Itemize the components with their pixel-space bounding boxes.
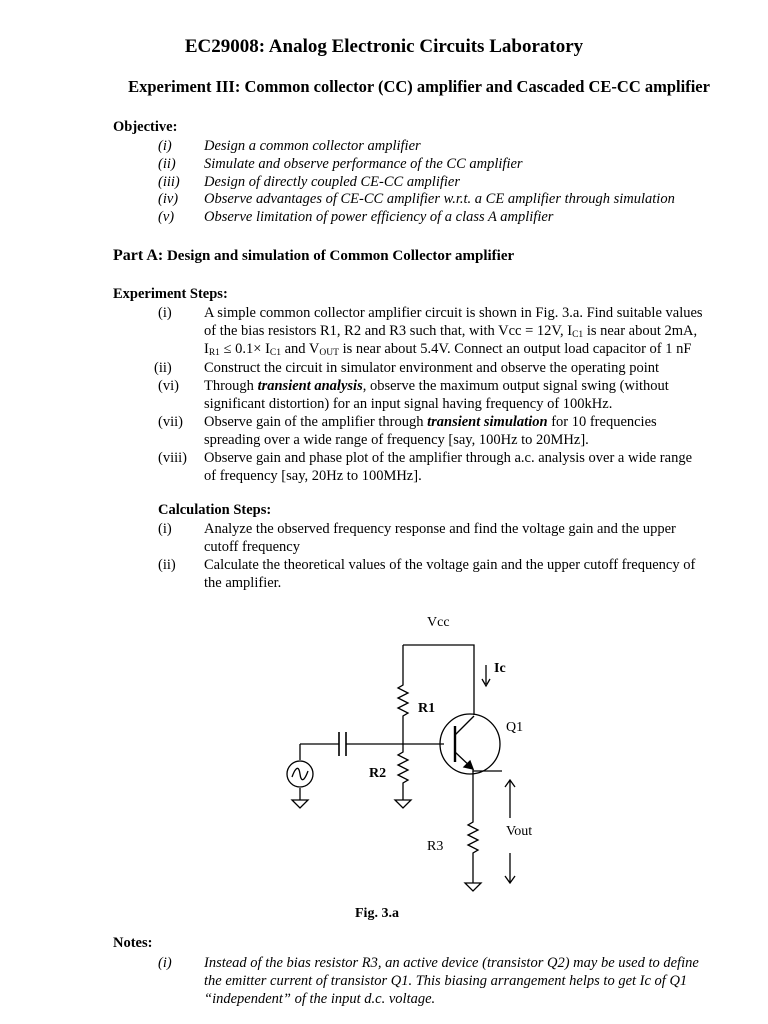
- step-line: $I_{R1} \le 0.1\times I_{C1}$ and $V_{OUT}$ is near about 5.4V. Connect an output load capacitor of 1 nF: [204, 341, 692, 358]
- step-line: Construct the circuit in simulator environment and observe the operating point: [204, 360, 660, 376]
- ic-label: Ic: [494, 661, 506, 676]
- step-line: of frequency [say, 20Hz to 100MHz].: [204, 468, 422, 484]
- item-number: (vii): [158, 414, 183, 430]
- objective-heading: Objective:: [113, 119, 178, 135]
- item-number: (ii): [154, 360, 172, 376]
- calc-line: Analyze the observed frequency response and find the voltage gain and the upper: [204, 521, 676, 537]
- experiment-subtitle: Experiment III: Common collector (CC) amplifier and Cascaded CE-CC amplifier: [128, 77, 710, 96]
- r2-label: R2: [369, 766, 387, 781]
- item-text: Observe limitation of power efficiency of a class A amplifier: [204, 209, 554, 225]
- calculation-steps-heading: Calculation Steps:: [158, 502, 272, 518]
- item-text: Observe advantages of CE-CC amplifier w.r.t. a CE amplifier through simulation: [204, 191, 675, 207]
- calc-line: the amplifier.: [204, 575, 282, 591]
- vcc-rail: [403, 645, 474, 715]
- ground-symbol: [465, 883, 481, 891]
- r2-resistor: [398, 744, 408, 800]
- vout-label: Vout: [506, 824, 533, 839]
- ground-symbol: [292, 800, 308, 808]
- item-number: (iv): [158, 191, 179, 207]
- part-a-label: Part A:: [113, 247, 164, 264]
- vcc-label: Vcc: [427, 615, 450, 630]
- step-line: Through transient analysis, observe the maximum output signal swing (without: [204, 378, 669, 394]
- notes-heading: Notes:: [113, 935, 153, 951]
- item-number: (iii): [158, 174, 180, 190]
- vout-up-arrow: [505, 780, 515, 818]
- step-line: A simple common collector amplifier circuit is shown in Fig. 3.a. Find suitable values: [204, 305, 703, 321]
- figure-caption: Fig. 3.a: [355, 906, 399, 921]
- item-number: (i): [158, 305, 172, 321]
- output-wire: [473, 769, 502, 771]
- q1-label: Q1: [506, 720, 524, 735]
- r1-resistor: [398, 645, 408, 744]
- calc-line: cutoff frequency: [204, 539, 300, 555]
- vout-down-arrow: [505, 853, 515, 883]
- experiment-steps-heading: Experiment Steps:: [113, 286, 228, 302]
- item-number: (i): [158, 955, 172, 971]
- r1-label: R1: [418, 701, 436, 716]
- step-line: Observe gain of the amplifier through transient simulation for 10 frequencies: [204, 414, 657, 430]
- step-line: spreading over a wide range of frequency [say, 100Hz to 20MHz].: [204, 432, 589, 448]
- document-title: EC29008: Analog Electronic Circuits Laboratory: [184, 36, 584, 57]
- item-text: Simulate and observe performance of the CC amplifier: [204, 156, 523, 172]
- note-line: the emitter current of transistor Q1. This biasing arrangement helps to get Ic of Q1: [204, 973, 688, 989]
- step-line: Observe gain and phase plot of the amplifier through a.c. analysis over a wide range: [204, 450, 693, 466]
- item-number: (ii): [158, 557, 176, 573]
- input-capacitor: [339, 732, 346, 756]
- note-line: “independent” of the input d.c. voltage.: [204, 991, 436, 1007]
- r3-resistor: [468, 771, 478, 883]
- item-text: Design of directly coupled CE-CC amplifier: [204, 174, 460, 190]
- ground-symbol: [395, 800, 411, 808]
- step-line: significant distortion) for an input signal having frequency of 100kHz.: [204, 396, 613, 412]
- item-text: Design a common collector amplifier: [204, 138, 421, 154]
- item-number: (i): [158, 521, 172, 537]
- step-line: of the bias resistors R1, R2 and R3 such that, with Vcc = 12V, $I_{C1}$ is near about 2mA,: [204, 323, 698, 340]
- r3-label: R3: [427, 839, 444, 854]
- item-number: (v): [158, 209, 175, 225]
- sine-symbol: [292, 768, 308, 779]
- item-number: (vi): [158, 378, 179, 394]
- calc-line: Calculate the theoretical values of the voltage gain and the upper cutoff frequency of: [204, 557, 696, 573]
- item-number: (i): [158, 138, 172, 154]
- item-number: (viii): [158, 450, 187, 466]
- part-a-title: Design and simulation of Common Collector amplifier: [166, 248, 515, 264]
- transistor-collector: [455, 716, 474, 735]
- item-number: (ii): [158, 156, 176, 172]
- note-line: Instead of the bias resistor R3, an active device (transistor Q2) may be used to define: [204, 955, 699, 971]
